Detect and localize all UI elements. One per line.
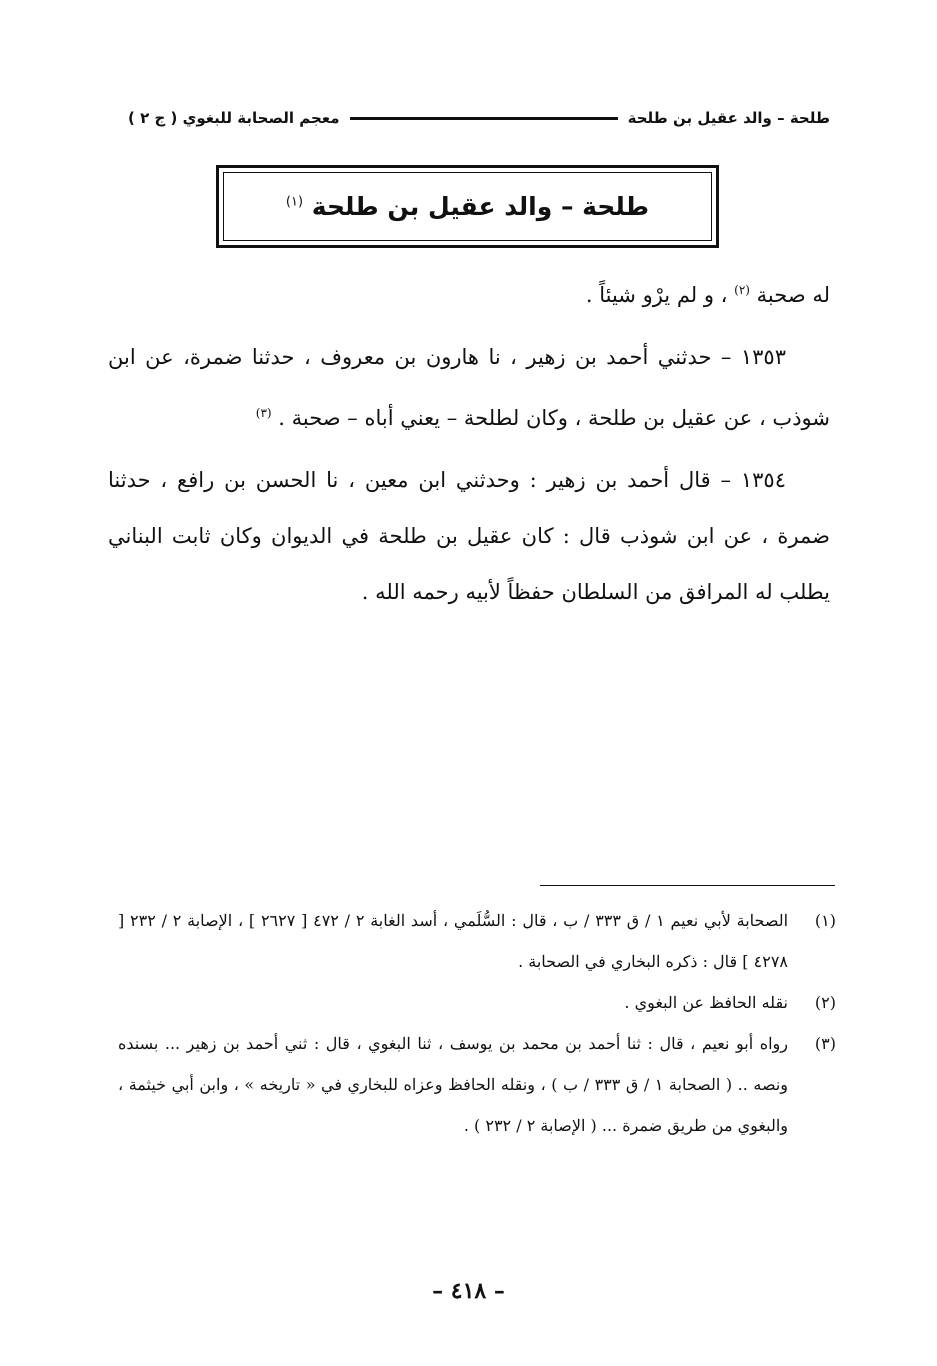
hadith-1353 <box>108 329 830 446</box>
entry-title-footnote-ref: (١) <box>285 194 304 210</box>
intro-text: له صحبة <box>756 283 830 307</box>
entry-title-text: طلحة – والد عقيل بن طلحة <box>311 192 650 221</box>
header-rule <box>350 117 618 120</box>
footnote-text: نقله الحافظ عن البغوي . <box>624 993 788 1012</box>
intro-footnote-ref: (٢) <box>734 283 750 297</box>
header-entry-title: طلحة – والد عقيل بن طلحة <box>627 109 830 127</box>
entry-title <box>286 192 649 221</box>
header-book-title: معجم الصحابة للبغوي ( ج ٢ ) <box>128 109 340 127</box>
page-number: – ٤١٨ – <box>432 1278 505 1304</box>
body-text <box>108 262 830 626</box>
intro-rest: ، و لم يرْو شيئاً . <box>585 283 728 307</box>
footnote-text: الصحابة لأبي نعيم ١ / ق ٣٣٣ / ب ، قال : السُّلَمي ، أسد الغابة ٢ / ٤٧٢ [ ٢٦٢٧ ] ، الإصابة ٢ / ٢٣٢ [ ٤٢٧٨ ] قال : ذكره البخاري في الصحابة . <box>118 911 789 971</box>
footnote-text: رواه أبو نعيم ، قال : ثنا أحمد بن محمد بن يوسف ، ثنا البغوي ، قال : ثني أحمد بن زهير ... بسنده ونصه .. ( الصحابة ١ / ق ٣٣٣ / ب ) ، ونقله الحافظ وعزاه للبخاري في « تاريخه » ، وابن أبي خيثمة ، والبغوي من طريق ضمرة ... ( الإصابة ٢ / ٢٣٢ ) . <box>118 1034 788 1135</box>
hadith-1353-text: ١٣٥٣ – حدثني أحمد بن زهير ، نا هارون بن معروف ، حدثنا ضمرة، عن ابن شوذب ، عن عقيل بن طلحة ، وكان لطلحة – يعني أباه – صحبة . <box>108 345 830 430</box>
footnote-separator <box>540 885 835 886</box>
footnote-number: (٣) <box>814 1034 836 1053</box>
intro-paragraph <box>108 262 830 323</box>
hadith-1353-footnote-ref: (٣) <box>255 406 272 420</box>
footnote-number: (٢) <box>814 993 836 1012</box>
footnote-number: (١) <box>814 911 836 930</box>
hadith-1354 <box>108 452 830 620</box>
entry-title-box <box>216 165 719 248</box>
footnote-item <box>118 900 836 982</box>
footnote-item <box>118 982 836 1023</box>
footnote-item <box>118 1023 836 1146</box>
footnotes <box>118 900 836 1146</box>
hadith-1354-text: ١٣٥٤ – قال أحمد بن زهير : وحدثني ابن معين ، نا الحسن بن رافع ، حدثنا ضمرة ، عن ابن شوذب قال : كان عقيل بن طلحة في الديوان وكان ثابت البناني يطلب له المرافق من السلطان حفظاً لأبيه رحمه الله . <box>108 468 830 604</box>
running-header <box>128 104 830 132</box>
